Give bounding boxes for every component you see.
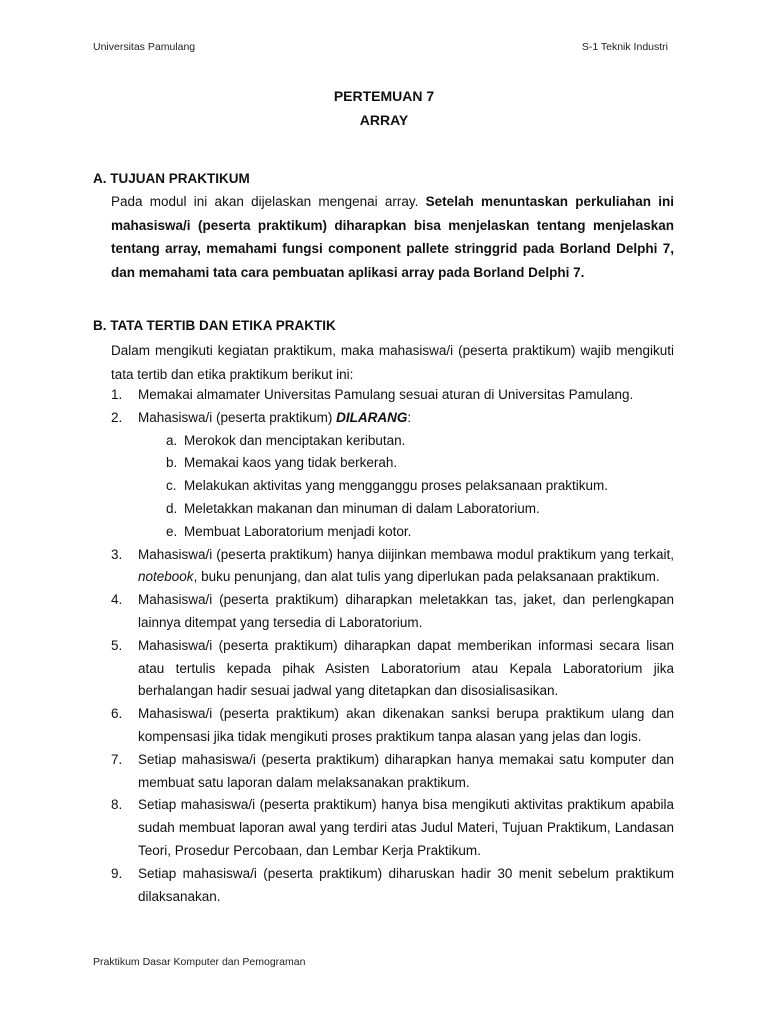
header-program: S-1 Teknik Industri <box>581 41 668 53</box>
sub-list-item <box>138 475 674 498</box>
list-item <box>111 384 674 407</box>
sub-list-letter: b. <box>166 455 178 471</box>
list-item-number: 9. <box>111 865 123 881</box>
section-a-intro: Pada modul ini akan dijelaskan mengenai array. <box>111 194 426 209</box>
list-item-number: 8. <box>111 797 123 813</box>
sub-list-text: Melakukan aktivitas yang mengganggu proses pelaksanaan praktikum. <box>184 478 608 494</box>
footer-course: Praktikum Dasar Komputer dan Pemograman <box>93 956 306 968</box>
sub-list-letter: a. <box>166 432 178 448</box>
section-a-heading: A. TUJUAN PRAKTIKUM <box>93 171 250 186</box>
page-title: PERTEMUAN 7 <box>333 88 435 104</box>
rules-list <box>111 384 674 908</box>
list-item-text: Mahasiswa/i (peserta praktikum) akan dikenakan sanksi berupa praktikum ulang dan kompensasi jika tidak mengikuti proses praktikum tanpa alasan yang jelas dan logis. <box>138 706 674 744</box>
sub-list-letter: d. <box>166 500 178 516</box>
sub-list-text: Membuat Laboratorium menjadi kotor. <box>184 523 412 539</box>
list-item-number: 4. <box>111 592 123 608</box>
list-item <box>111 794 674 862</box>
prohibited-emphasis: DILARANG <box>336 409 408 425</box>
section-a-paragraph <box>111 190 674 284</box>
sub-list-letter: e. <box>166 523 178 539</box>
list-item-text: Memakai almamater Universitas Pamulang sesuai aturan di Universitas Pamulang. <box>138 387 634 402</box>
sub-list-item <box>138 452 674 475</box>
list-item <box>111 407 674 544</box>
list-item-number: 6. <box>111 706 123 722</box>
sub-list-item <box>138 430 674 453</box>
section-b-intro: Dalam mengikuti kegiatan praktikum, maka mahasiswa/i (peserta praktikum) wajib mengikuti tata tertib dan etika praktikum berikut ini: <box>111 343 674 382</box>
list-item-italic: notebook <box>138 569 194 585</box>
list-item-number: 2. <box>111 409 123 425</box>
list-item-text: : <box>407 409 412 425</box>
list-item <box>111 544 674 590</box>
page-subtitle: ARRAY <box>359 112 409 128</box>
sub-list-item <box>138 521 674 544</box>
list-item-text: Mahasiswa/i (peserta praktikum) hanya diijinkan membawa modul praktikum yang terkait, <box>138 546 674 562</box>
list-item-text: , buku penunjang, dan alat tulis yang diperlukan pada pelaksanaan praktikum. <box>193 569 660 585</box>
list-item-text: Setiap mahasiswa/i (peserta praktikum) diharuskan hadir 30 menit sebelum praktikum dilaksanakan. <box>138 865 674 904</box>
list-item <box>111 749 674 795</box>
list-item <box>111 635 674 703</box>
list-item-text: Mahasiswa/i (peserta praktikum) diharapkan meletakkan tas, jaket, dan perlengkapan lainnya ditempat yang tersedia di Laboratorium. <box>138 592 674 630</box>
list-item-text: Setiap mahasiswa/i (peserta praktikum) diharapkan hanya memakai satu komputer dan membuat satu laporan dalam melaksanakan praktikum. <box>138 751 674 790</box>
list-item-text: Setiap mahasiswa/i (peserta praktikum) hanya bisa mengikuti aktivitas praktikum apabila sudah membuat laporan awal yang terdiri atas Judul Materi, Tujuan Praktikum, Landasan Teori, Prosedur Percobaan, dan Lembar Kerja Praktikum. <box>138 797 674 858</box>
sub-list-text: Memakai kaos yang tidak berkerah. <box>184 455 398 471</box>
header-institution: Universitas Pamulang <box>93 41 196 53</box>
sub-list-text: Meletakkan makanan dan minuman di dalam Laboratorium. <box>184 500 540 516</box>
section-a-objective: Setelah menuntaskan perkuliahan ini mahasiswa/i (peserta praktikum) diharapkan bisa menjelaskan tentang menjelaskan tentang array, memahami fungsi component pallete stringgrid pada Borland Delphi 7, dan memahami tata cara pembuatan aplikasi array pada Borland Delphi 7. <box>111 194 674 280</box>
list-item-number: 1. <box>111 387 123 402</box>
section-b-heading: B. TATA TERTIB DAN ETIKA PRAKTIK <box>93 318 336 333</box>
list-item-number: 5. <box>111 637 123 653</box>
sub-list-text: Merokok dan menciptakan keributan. <box>184 432 406 448</box>
list-item <box>111 863 674 909</box>
list-item-text: Mahasiswa/i (peserta praktikum) diharapkan dapat memberikan informasi secara lisan atau tertulis kepada pihak Asisten Laboratorium atau Kepala Laboratorium jika berhalangan hadir sesuai jadwal yang ditetapkan dan disosialisasikan. <box>138 637 674 699</box>
list-item-text: Mahasiswa/i (peserta praktikum) <box>138 409 337 425</box>
list-item <box>111 703 674 749</box>
list-item-number: 7. <box>111 751 123 767</box>
sub-list-letter: c. <box>166 478 177 494</box>
prohibited-list <box>138 430 674 544</box>
list-item <box>111 589 674 635</box>
list-item-number: 3. <box>111 546 123 562</box>
sub-list-item <box>138 498 674 521</box>
